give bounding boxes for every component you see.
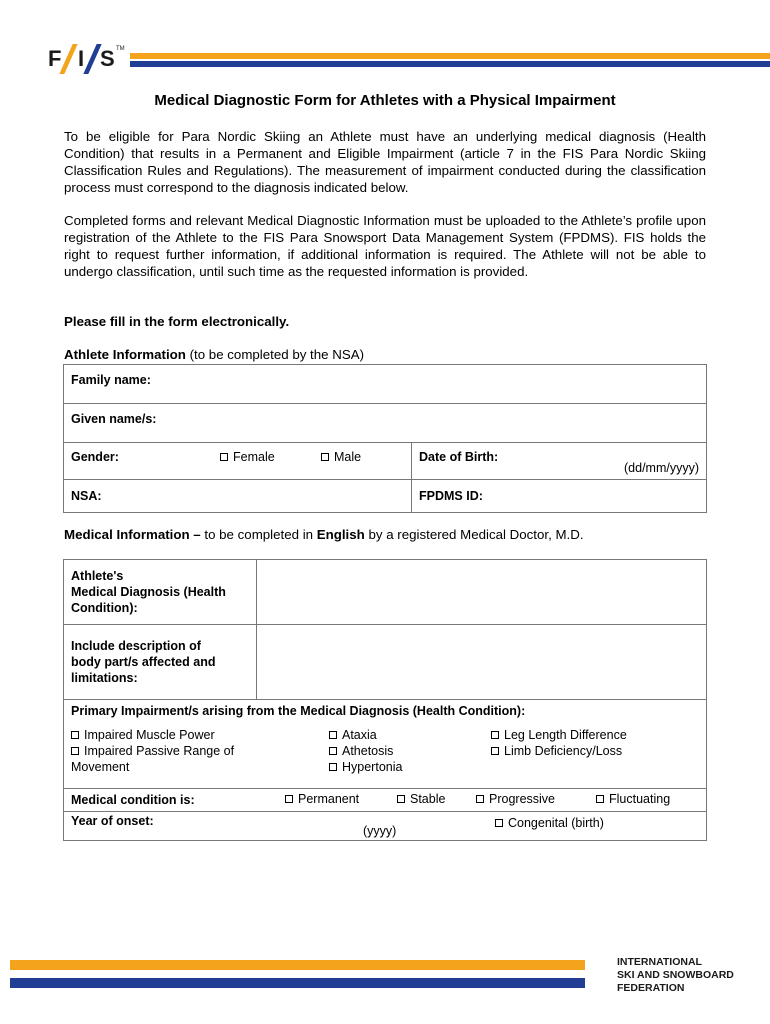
fis-logo <box>44 42 124 74</box>
checkbox-icon <box>495 819 503 827</box>
fpdms-id-label: FPDMS ID: <box>419 489 483 503</box>
family-name-field[interactable] <box>64 365 707 404</box>
permanent-checkbox[interactable] <box>285 792 359 806</box>
description-label-line-3: limitations: <box>71 671 138 685</box>
intro-paragraph-2: Completed forms and relevant Medical Diagnostic Information must be uploaded to the Athlete’s profile upon registration of the Athlete to the FIS Para Snowsport Data Management System (FPDMS). FIS holds the right to request further information, if additional information is required. The Athlete will not be able to undergo classification, until such time as the requested information is provided. <box>64 213 706 279</box>
impaired-prom-label-2: Movement <box>71 760 130 774</box>
athetosis-checkbox[interactable] <box>329 744 393 758</box>
athlete-section-label <box>64 347 364 362</box>
medical-section-text-2: by a registered Medical Doctor, M.D. <box>364 527 584 542</box>
description-label-line-2: body part/s affected and <box>71 655 216 669</box>
fill-note: Please fill in the form electronically. <box>64 314 290 329</box>
impaired-muscle-power-checkbox[interactable] <box>71 728 215 742</box>
checkbox-icon <box>329 747 337 755</box>
logo-letter-s: S <box>100 46 115 71</box>
primary-impairment-cell <box>64 700 707 789</box>
athlete-section-title: Athlete Information <box>64 347 186 362</box>
footer-line-3: FEDERATION <box>617 982 685 994</box>
primary-impairment-title: Primary Impairment/s arising from the Medical Diagnosis (Health Condition): <box>71 704 526 718</box>
year-onset-input-hint[interactable]: (yyyy) <box>363 824 397 838</box>
description-label-line-1: Include description of <box>71 639 201 653</box>
footer-line-1: INTERNATIONAL <box>617 956 702 968</box>
female-label: Female <box>233 450 275 464</box>
diagnosis-label-line-2: Medical Diagnosis (Health <box>71 585 226 599</box>
congenital-checkbox[interactable] <box>495 816 604 830</box>
leg-length-checkbox[interactable] <box>491 728 627 742</box>
limb-deficiency-label: Limb Deficiency/Loss <box>504 744 623 758</box>
year-onset-label: Year of onset: <box>71 814 154 828</box>
checkbox-icon <box>71 747 79 755</box>
page-title: Medical Diagnostic Form for Athletes with a Physical Impairment <box>154 92 616 109</box>
congenital-label: Congenital (birth) <box>508 816 604 830</box>
footer-federation-name <box>617 956 734 995</box>
checkbox-icon <box>476 795 484 803</box>
athlete-section-note: (to be completed by the NSA) <box>185 347 365 362</box>
checkbox-icon <box>220 453 228 461</box>
checkbox-icon <box>596 795 604 803</box>
given-names-label: Given name/s: <box>71 412 157 426</box>
stable-checkbox[interactable] <box>397 792 445 806</box>
logo-letter-i: I <box>78 46 85 71</box>
footer-bar-blue <box>10 978 585 988</box>
condition-row <box>64 789 707 812</box>
checkbox-icon <box>329 763 337 771</box>
nsa-label: NSA: <box>71 489 102 503</box>
limb-deficiency-checkbox[interactable] <box>491 744 622 758</box>
impaired-prom-label-1: Impaired Passive Range of <box>84 744 235 758</box>
checkbox-icon <box>491 731 499 739</box>
medical-info-table <box>63 559 707 841</box>
hypertonia-label: Hypertonia <box>342 760 403 774</box>
logo-slash-blue <box>83 44 101 74</box>
diagnosis-label-cell <box>64 560 257 625</box>
athlete-info-table <box>63 364 707 513</box>
ataxia-label: Ataxia <box>342 728 377 742</box>
fluctuating-checkbox[interactable] <box>596 792 670 806</box>
checkbox-icon <box>321 453 329 461</box>
logo-slash-orange <box>59 44 77 74</box>
logo-trademark: TM <box>116 46 125 52</box>
checkbox-icon <box>285 795 293 803</box>
intro-paragraph-1: To be eligible for Para Nordic Skiing an Athlete must have an underlying medical diagnosis (Health Condition) that results in a Permanent and Eligible Impairment (article 7 in the FIS Para Nordic Skiing Classification Rules and Regulations). The measurement of impairment conducted during the classification process must correspond to the diagnosis indicated below. <box>64 129 706 195</box>
male-checkbox[interactable] <box>321 450 361 464</box>
checkbox-icon <box>397 795 405 803</box>
diagnosis-label-line-3: Condition): <box>71 601 138 615</box>
dob-field[interactable] <box>412 443 707 480</box>
footer-bar-orange <box>10 960 585 970</box>
diagnosis-input[interactable] <box>257 560 707 625</box>
checkbox-icon <box>329 731 337 739</box>
gender-cell <box>64 443 412 480</box>
logo-letter-f: F <box>48 46 62 71</box>
gender-label: Gender: <box>71 450 119 464</box>
diagnosis-label-line-1: Athlete's <box>71 569 124 583</box>
header-bar-blue <box>130 61 770 67</box>
stable-label: Stable <box>410 792 446 806</box>
male-label: Male <box>334 450 362 464</box>
medical-section-english: English <box>316 527 365 542</box>
progressive-label: Progressive <box>489 792 555 806</box>
permanent-label: Permanent <box>298 792 360 806</box>
checkbox-icon <box>491 747 499 755</box>
description-label-cell <box>64 625 257 700</box>
impaired-muscle-power-label: Impaired Muscle Power <box>84 728 215 742</box>
fluctuating-label: Fluctuating <box>609 792 671 806</box>
athetosis-label: Athetosis <box>342 744 394 758</box>
medical-section-text-1: to be completed in <box>200 527 317 542</box>
header-bar-orange <box>130 53 770 59</box>
progressive-checkbox[interactable] <box>476 792 555 806</box>
fpdms-id-field[interactable] <box>412 480 707 513</box>
footer-line-2: SKI AND SNOWBOARD <box>617 969 734 981</box>
year-onset-row <box>64 812 707 841</box>
ataxia-checkbox[interactable] <box>329 728 377 742</box>
impaired-prom-checkbox[interactable] <box>71 744 234 758</box>
medical-section-title: Medical Information – <box>64 527 201 542</box>
medical-section-label <box>64 527 584 542</box>
dob-format-hint: (dd/mm/yyyy) <box>624 461 699 475</box>
hypertonia-checkbox[interactable] <box>329 760 402 774</box>
given-names-field[interactable] <box>64 404 707 443</box>
nsa-field[interactable] <box>64 480 412 513</box>
condition-label: Medical condition is: <box>71 793 195 807</box>
leg-length-label: Leg Length Difference <box>504 728 627 742</box>
dob-label: Date of Birth: <box>419 450 499 464</box>
female-checkbox[interactable] <box>220 450 275 464</box>
description-input[interactable] <box>257 625 707 700</box>
checkbox-icon <box>71 731 79 739</box>
family-name-label: Family name: <box>71 373 151 387</box>
